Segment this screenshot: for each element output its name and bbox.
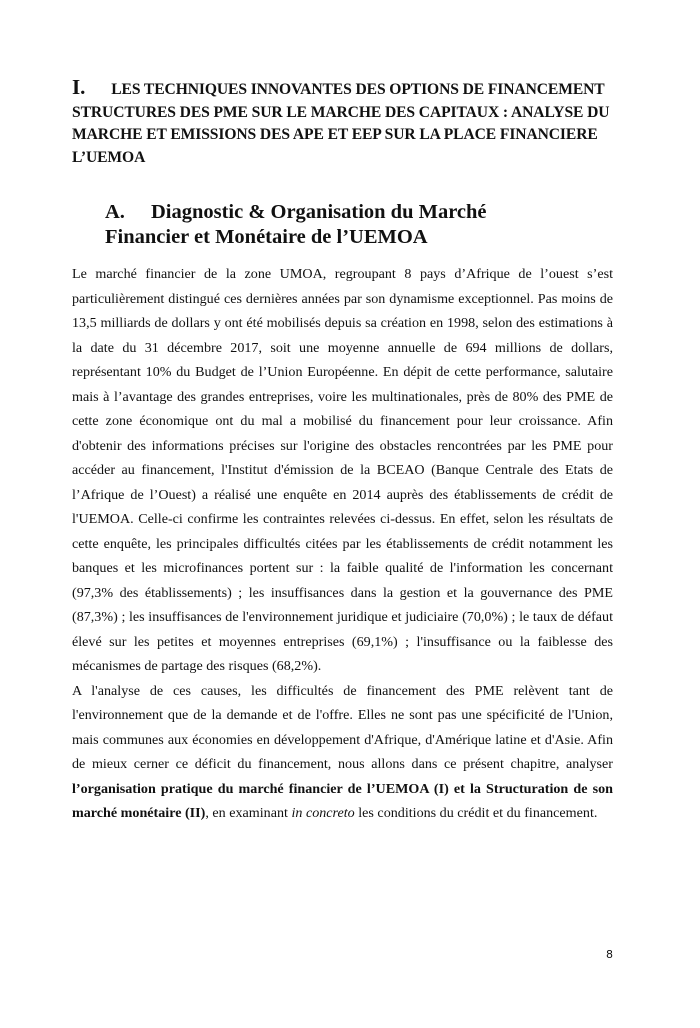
paragraph-1: Le marché financier de la zone UMOA, regroupant 8 pays d’Afrique de l’ouest s’est particulièrement distingué ces dernières années par son dynamisme exceptionnel. Pas moins de 13,5 milliards de dollars y ont été mobilisés depuis sa création en 1998, selon des estimations à la date du 31 décembre 2017, soit une moyenne annuelle de 694 millions de dollars, représentant 10% du Budget de l’Union Européenne. En dépit de cette performance, salutaire mais à l’avantage des grandes entreprises, voire les multinationales, près de 80% des PME de cette zone économique ont du mal a mobilisé du financement pour leur croissance. Afin d'obtenir des informations précises sur l'origine des obstacles rencontrées par les PME pour accéder au financement, l'Institut d'émission de la BCEAO (Banque Centrale des Etats de l’Afrique de l’Ouest) a réalisé une enquête en 2014 auprès des établissements de crédit de l'UEMOA. Celle-ci confirme les contraintes relevées ci-dessus. En effet, selon les résultats de cette enquête, les principales difficultés citées par les établissements de crédit notamment les banques et les microfinances portent sur : la faible qualité de l'information les concernant (97,3% des établissements) ; les insuffisances dans la gestion et la gouvernance des PME (87,3%) ; les insuffisances de l'environnement juridique et judiciaire (70,0%) ; le taux de défaut élevé sur les petites et moyennes entreprises (69,1%) ; l'insuffisance ou la faiblesse des mécanismes de partage des risques (68,2%). [72, 266, 613, 674]
subsection-heading-line1: Diagnostic & Organisation du Marché [150, 201, 487, 223]
paragraph-2-text-3: les conditions du crédit et du financement. [354, 805, 598, 821]
paragraph-2-italic-text: in concreto [291, 805, 355, 821]
paragraph-2-text: A l'analyse de ces causes, les difficultés de financement des PME relèvent tant de l'environnement que de la demande et de l'offre. Elles ne sont pas une spécificité de l'Union, mais communes aux économies en développement d'Afrique, d'Amérique latine et d'Asie. Afin de mieux cerner ce déficit du financement, nous allons dans ce présent chapitre, analyser [72, 682, 613, 772]
paragraph-2-bold-text: l’organisation pratique du marché financier de l’UEMOA (I) et la Structuration de son marché monétaire (II) [72, 780, 613, 821]
page-number: 8 [606, 948, 613, 961]
body-text [72, 262, 613, 826]
subsection-heading-number: A. [105, 201, 125, 223]
section-heading-1-number: I. [72, 75, 86, 99]
section-heading-1-text: LES TECHNIQUES INNOVANTES DES OPTIONS DE FINANCEMENT STRUCTURES DES PME SUR LE MARCHE DES CAPITAUX : ANALYSE DU MARCHE ET EMISSIONS DES APE ET EEP SUR LA PLACE FINANCIERE L’UEMOA [72, 81, 610, 166]
paragraph-2 [72, 679, 613, 826]
subsection-heading-a [105, 200, 625, 250]
subsection-heading-line2: Financier et Monétaire de l’UEMOA [105, 226, 428, 248]
section-heading-1 [72, 76, 632, 169]
paragraph-2-text-2: , en examinant [205, 805, 292, 821]
